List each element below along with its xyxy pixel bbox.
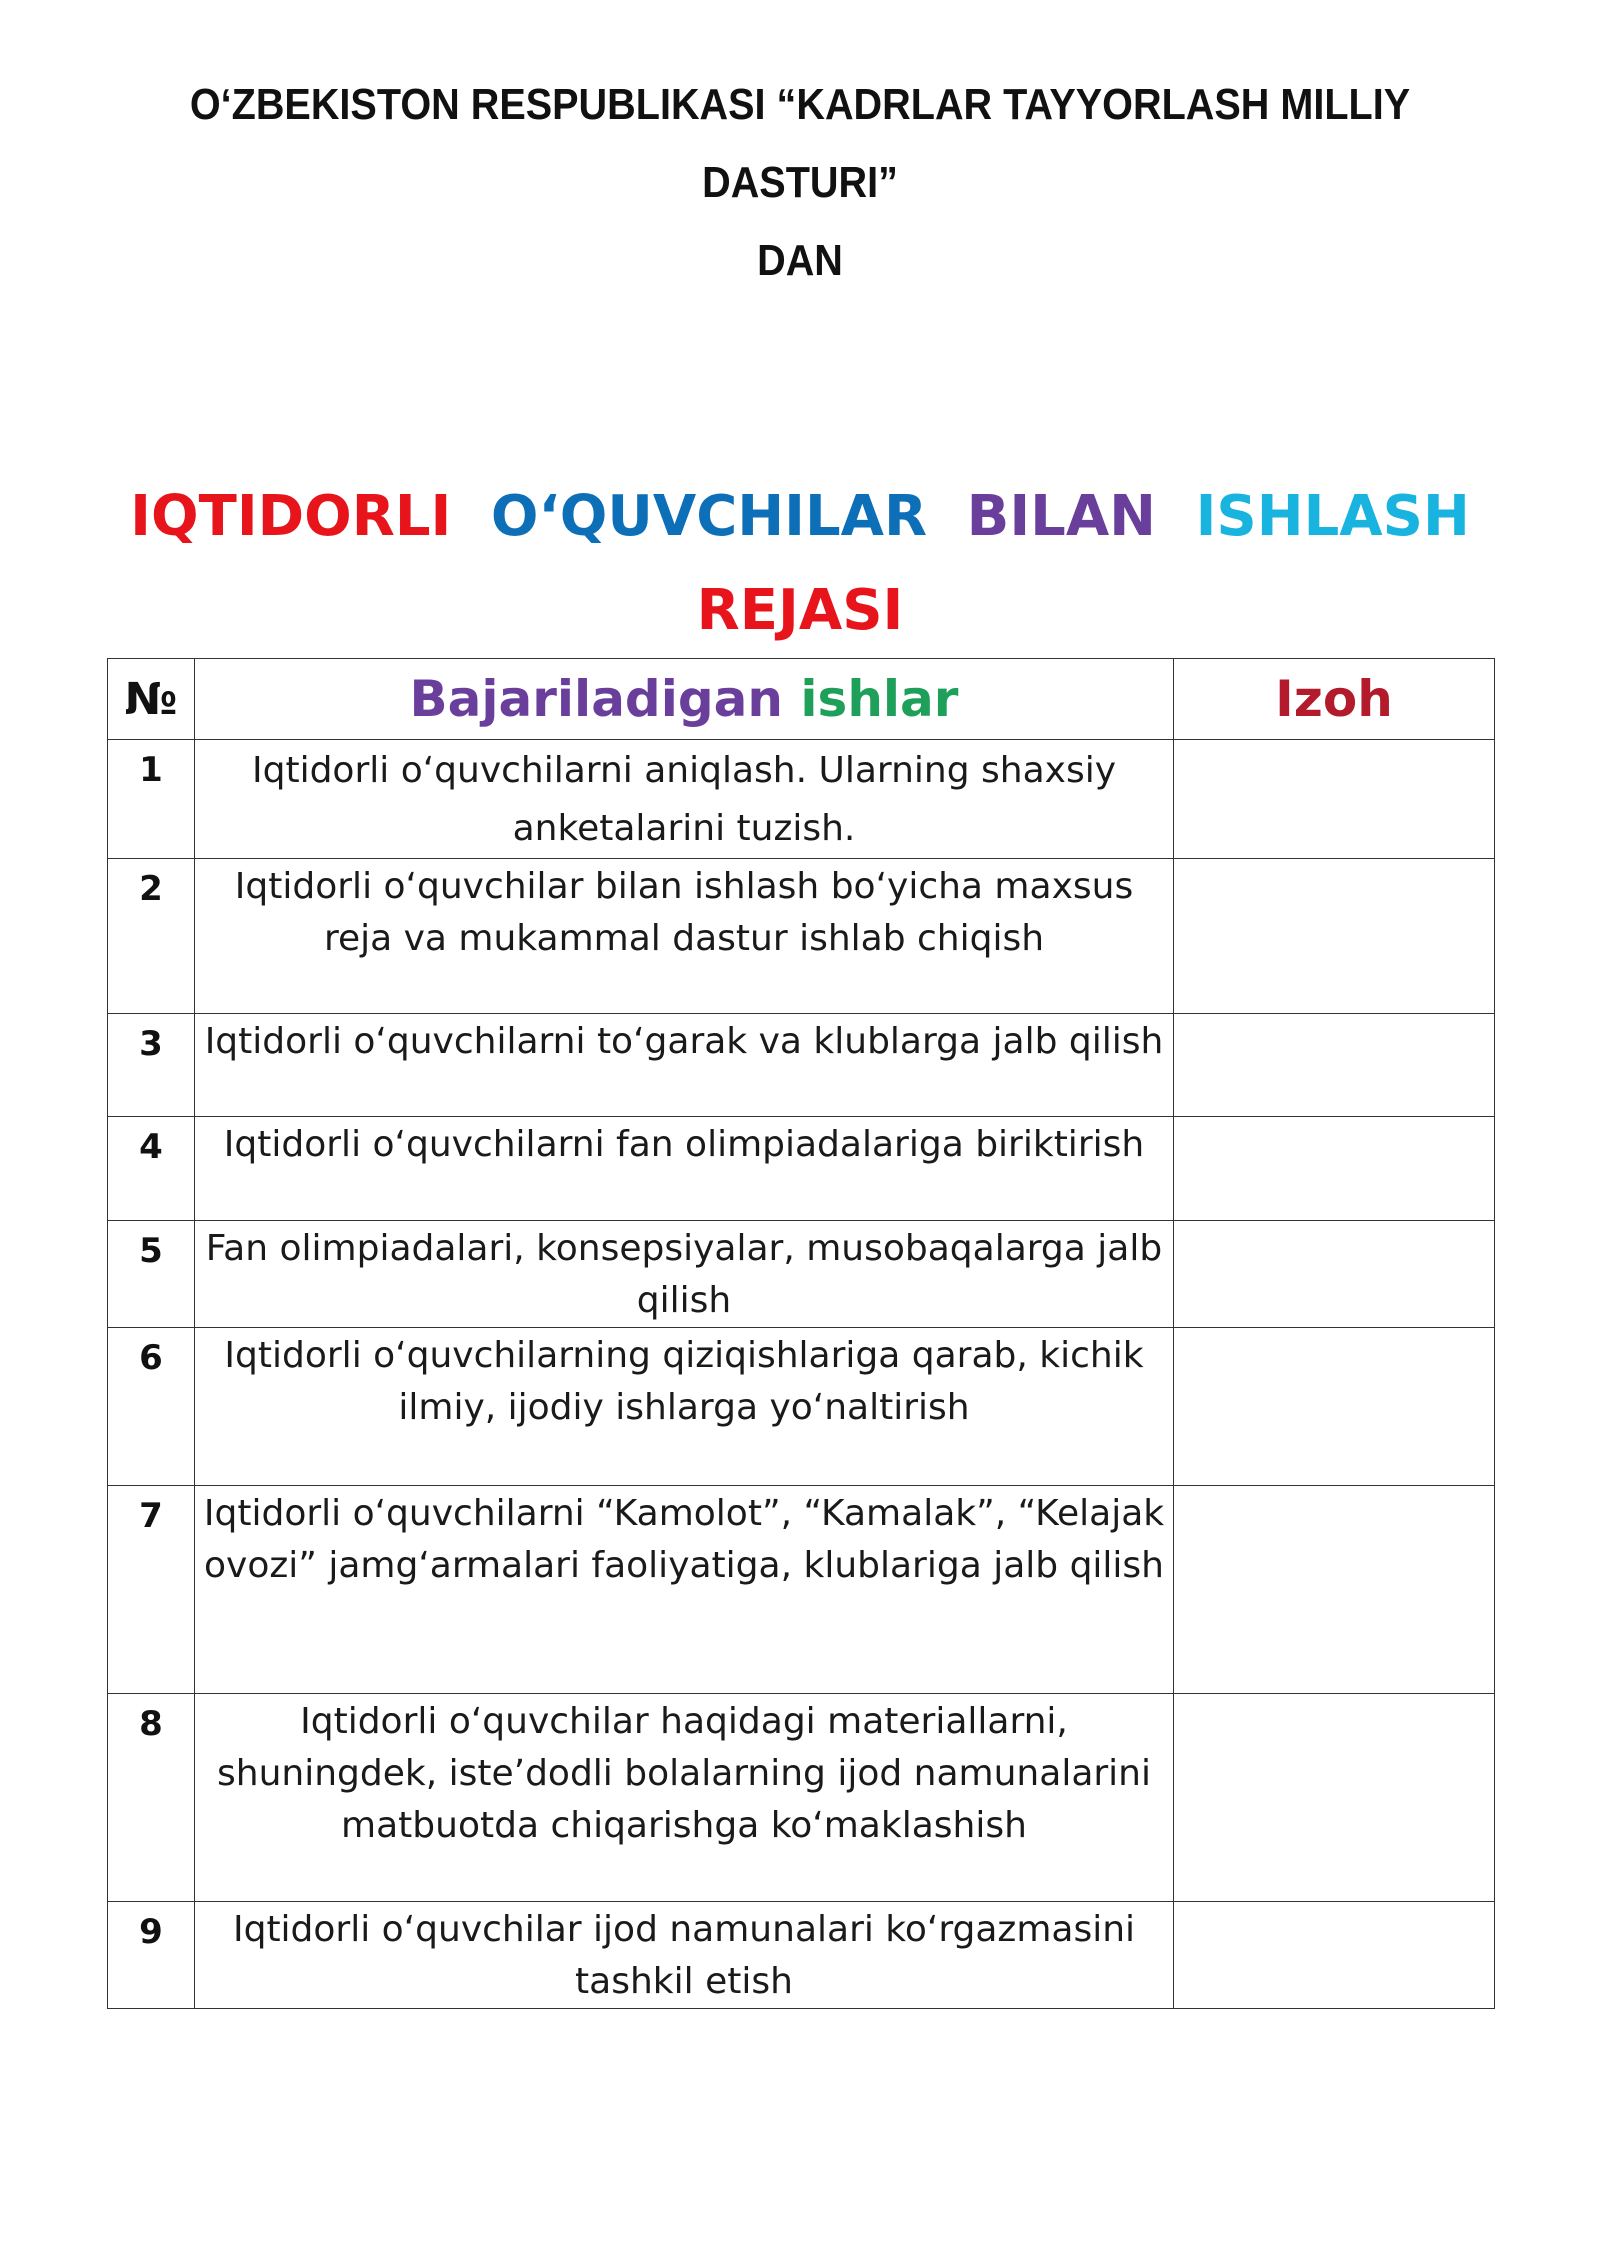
title-word-2: O‘QUVCHILAR [490, 484, 928, 549]
row-number: 9 [108, 1902, 195, 2009]
table-row [108, 1117, 1495, 1221]
row-note [1174, 740, 1495, 859]
row-note [1174, 1014, 1495, 1117]
row-task: Iqtidorli o‘quvchilarning qiziqishlariga qarab, kichik ilmiy, ijodiy ishlarga yo‘naltirish [195, 1328, 1174, 1486]
row-number: 3 [108, 1014, 195, 1117]
title-word-3: BILAN [966, 484, 1157, 549]
title-word-5: REJASI [696, 578, 904, 643]
header-number: № [108, 659, 195, 740]
row-task: Iqtidorli o‘quvchilarni fan olimpiadalariga biriktirish [195, 1117, 1174, 1221]
row-number: 7 [108, 1486, 195, 1694]
row-number: 8 [108, 1694, 195, 1902]
row-task: Iqtidorli o‘quvchilar haqidagi materiallarni, shuningdek, iste’dodli bolalarning ijod namunalarini matbuotda chiqarishga ko‘maklashish [195, 1694, 1174, 1902]
row-note [1174, 1117, 1495, 1221]
title-line-1 [100, 470, 1500, 564]
row-task: Iqtidorli o‘quvchilar bilan ishlash bo‘yicha maxsus reja va mukammal dastur ishlab chiqish [195, 859, 1174, 1014]
header-note: Izoh [1174, 659, 1495, 740]
row-task: Iqtidorli o‘quvchilar ijod namunalari ko‘rgazmasini tashkil etish [195, 1902, 1174, 2009]
table-header-row [108, 659, 1495, 740]
row-number: 4 [108, 1117, 195, 1221]
table-row [108, 1328, 1495, 1486]
header-tasks [195, 659, 1174, 740]
table-row [108, 859, 1495, 1014]
row-task: Iqtidorli o‘quvchilarni aniqlash. Ularning shaxsiy anketalarini tuzish. [195, 740, 1174, 859]
table-row [108, 1694, 1495, 1902]
plan-title [100, 470, 1500, 658]
title-line-2 [100, 564, 1500, 658]
document-header [134, 66, 1466, 300]
row-number: 1 [108, 740, 195, 859]
header-tasks-word-1: Bajariladigan [409, 670, 783, 728]
table-row [108, 1902, 1495, 2009]
row-note [1174, 1902, 1495, 2009]
table-row [108, 740, 1495, 859]
row-note [1174, 1694, 1495, 1902]
header-tasks-word-2: ishlar [800, 670, 959, 728]
row-note [1174, 1486, 1495, 1694]
row-note [1174, 1328, 1495, 1486]
table-row [108, 1486, 1495, 1694]
row-task: Iqtidorli o‘quvchilarni to‘garak va klublarga jalb qilish [195, 1014, 1174, 1117]
title-word-1: IQTIDORLI [130, 484, 452, 549]
table-row [108, 1221, 1495, 1328]
row-note [1174, 859, 1495, 1014]
title-word-4: ISHLASH [1195, 484, 1470, 549]
row-number: 2 [108, 859, 195, 1014]
row-number: 6 [108, 1328, 195, 1486]
header-line-1: O‘ZBEKISTON RESPUBLIKASI “KADRLAR TAYYORLASH MILLIY DASTURI” [189, 80, 1411, 207]
header-line-2: DAN [757, 236, 843, 285]
row-task: Fan olimpiadalari, konsepsiyalar, musobaqalarga jalb qilish [195, 1221, 1174, 1328]
row-number: 5 [108, 1221, 195, 1328]
row-task: Iqtidorli o‘quvchilarni “Kamolot”, “Kamalak”, “Kelajak ovozi” jamg‘armalari faoliyatiga, klublariga jalb qilish [195, 1486, 1174, 1694]
row-note [1174, 1221, 1495, 1328]
table-row [108, 1014, 1495, 1117]
plan-table [107, 658, 1495, 2009]
